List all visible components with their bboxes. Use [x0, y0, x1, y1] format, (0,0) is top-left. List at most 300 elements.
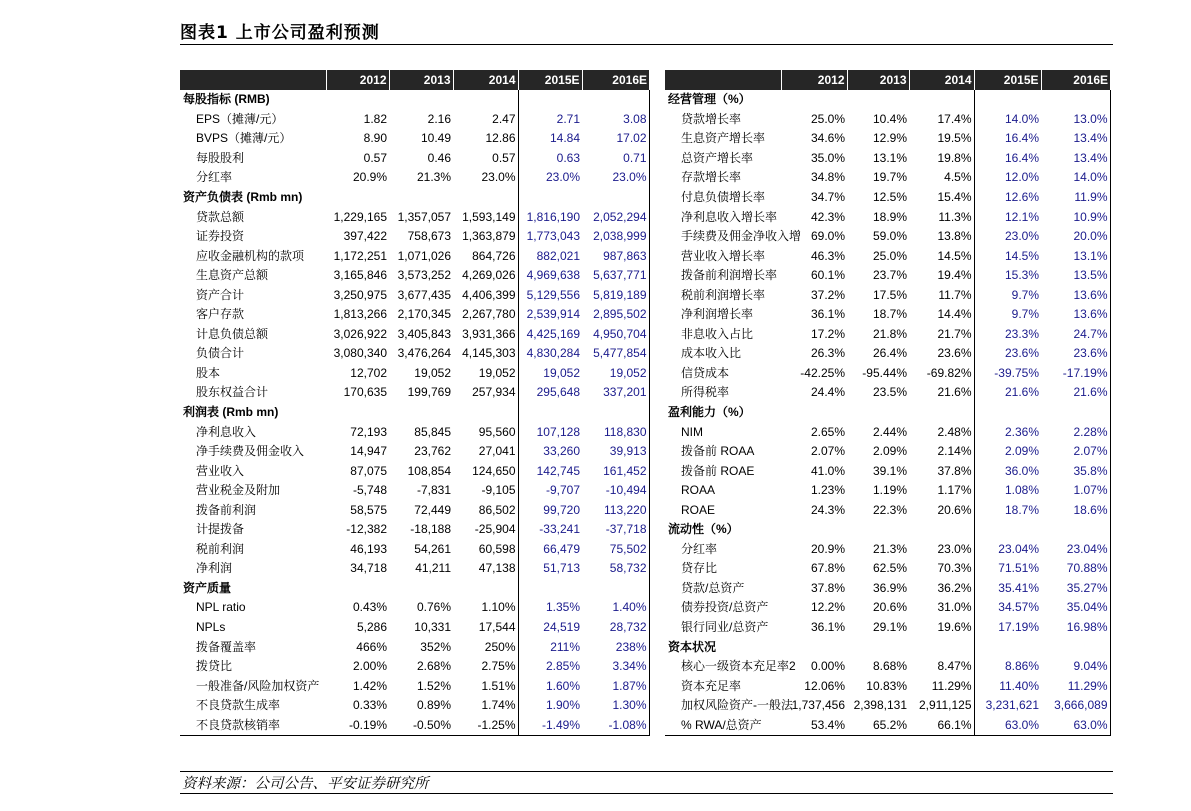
- forecast-value-cell: 1.90%: [545, 698, 580, 713]
- forecast-value-cell: 1.08%: [1004, 483, 1039, 498]
- forecast-value-cell: 9.7%: [1011, 307, 1039, 322]
- table-row: [180, 168, 649, 188]
- row-label: 拨贷比: [196, 659, 233, 674]
- actual-value-cell: 47,138: [453, 559, 518, 579]
- table-row: [180, 364, 649, 384]
- actual-value-cell: 14.4%: [909, 305, 974, 325]
- table-row: [665, 325, 1110, 345]
- forecast-value-cell: 21.6%: [1041, 383, 1110, 403]
- forecast-value-cell: 238%: [582, 637, 649, 657]
- table-row: [180, 637, 649, 657]
- row-label: 信贷成本: [681, 365, 730, 380]
- row-label: 营业税金及附加: [196, 483, 281, 498]
- forecast-value-cell: 23.04%: [998, 541, 1039, 556]
- actual-value-cell: -0.50%: [389, 716, 453, 736]
- row-label: 一般准备/风险加权资产: [196, 678, 320, 693]
- actual-value-cell: 58,575: [350, 502, 387, 517]
- table-row: [180, 227, 649, 247]
- forecast-value-cell: 23.04%: [1041, 540, 1110, 560]
- row-label: 债券投资/总资产: [681, 600, 769, 615]
- row-label: 净利润增长率: [681, 307, 754, 322]
- actual-value-cell: 42.3%: [810, 209, 845, 224]
- actual-value-cell: 10.4%: [872, 111, 907, 126]
- actual-value-cell: 17.4%: [909, 110, 974, 130]
- actual-value-cell: 18.9%: [872, 209, 907, 224]
- year-header: 2016E: [582, 70, 649, 90]
- table-row: [180, 129, 649, 149]
- actual-value-cell: 17,544: [453, 618, 518, 638]
- actual-value-cell: 19.5%: [909, 129, 974, 149]
- actual-value-cell: 24.4%: [810, 385, 845, 400]
- actual-value-cell: 37.8%: [810, 580, 845, 595]
- right-header-row: [665, 70, 1110, 90]
- forecast-value-cell: 107,128: [536, 424, 580, 439]
- actual-value-cell: 23.0%: [909, 540, 974, 560]
- table-row: [665, 285, 1110, 305]
- actual-value-cell: 34.6%: [810, 131, 845, 146]
- actual-value-cell: 36.9%: [872, 580, 907, 595]
- section-title: 利润表 (Rmb mn): [183, 405, 279, 420]
- actual-value-cell: 0.57: [453, 149, 518, 169]
- actual-value-cell: 2.44%: [872, 424, 907, 439]
- actual-value-cell: [847, 637, 909, 657]
- forecast-value-cell: 19,052: [543, 365, 580, 380]
- actual-value-cell: 0.76%: [416, 600, 451, 615]
- actual-value-cell: 0.57: [363, 150, 387, 165]
- actual-value-cell: [847, 520, 909, 540]
- actual-value-cell: 41.0%: [810, 463, 845, 478]
- actual-value-cell: 66.1%: [909, 716, 974, 736]
- forecast-value-cell: 66,479: [543, 541, 580, 556]
- forecast-value-cell: 1,816,190: [526, 209, 580, 224]
- section-header-row: [665, 90, 1110, 110]
- forecast-value-cell: [974, 90, 1041, 110]
- actual-value-cell: 11.3%: [909, 207, 974, 227]
- actual-value-cell: 0.46: [427, 150, 451, 165]
- forecast-value-cell: 16.4%: [1004, 131, 1039, 146]
- table-row: [180, 676, 649, 696]
- header-label-cell: [180, 70, 326, 90]
- forecast-value-cell: 1.07%: [1041, 481, 1110, 501]
- actual-value-cell: 25.0%: [810, 111, 845, 126]
- year-header: 2012: [781, 70, 847, 90]
- row-label: 总资产增长率: [681, 150, 754, 165]
- table-row: [665, 110, 1110, 130]
- actual-value-cell: 86,502: [453, 500, 518, 520]
- row-label: 资产合计: [196, 287, 245, 302]
- forecast-value-cell: 8.86%: [1004, 659, 1039, 674]
- actual-value-cell: [847, 403, 909, 423]
- table-row: [665, 442, 1110, 462]
- actual-value-cell: 397,422: [343, 229, 387, 244]
- forecast-value-cell: 35.41%: [998, 580, 1039, 595]
- table-row: [180, 559, 649, 579]
- row-label: 拨备前利润: [196, 502, 257, 517]
- row-label: 成本收入比: [681, 346, 742, 361]
- actual-value-cell: 26.3%: [810, 346, 845, 361]
- row-label: 贷款增长率: [681, 111, 742, 126]
- actual-value-cell: 23.5%: [872, 385, 907, 400]
- actual-value-cell: 36.1%: [810, 620, 845, 635]
- actual-value-cell: 0.43%: [352, 600, 387, 615]
- table-row: [665, 344, 1110, 364]
- row-label: % RWA/总资产: [665, 716, 781, 736]
- forecast-value-cell: 12.0%: [1004, 170, 1039, 185]
- table-row: [665, 696, 1110, 716]
- actual-value-cell: 20.6%: [909, 500, 974, 520]
- actual-value-cell: 8.47%: [909, 657, 974, 677]
- forecast-value-cell: 2.71: [556, 111, 580, 126]
- actual-value-cell: 1.82: [363, 111, 387, 126]
- row-label: 手续费及佣金净收入增: [681, 229, 802, 244]
- forecast-value-cell: 18.6%: [1041, 500, 1110, 520]
- forecast-value-cell: 5,637,771: [582, 266, 649, 286]
- actual-value-cell: -95.44%: [862, 365, 907, 380]
- actual-value-cell: 1.10%: [453, 598, 518, 618]
- actual-value-cell: 1.23%: [810, 483, 845, 498]
- row-label: BVPS（摊薄/元）: [196, 131, 292, 146]
- actual-value-cell: 27,041: [453, 442, 518, 462]
- actual-value-cell: 12,702: [350, 365, 387, 380]
- actual-value-cell: 1,737,456: [791, 698, 845, 713]
- actual-value-cell: 1,357,057: [397, 209, 451, 224]
- actual-value-cell: 95,560: [453, 422, 518, 442]
- actual-value-cell: 250%: [453, 637, 518, 657]
- row-label: 净手续费及佣金收入: [196, 444, 305, 459]
- actual-value-cell: 1.42%: [352, 678, 387, 693]
- forecast-value-cell: [1041, 520, 1110, 540]
- forecast-value-cell: 70.88%: [1041, 559, 1110, 579]
- actual-value-cell: 67.8%: [810, 561, 845, 576]
- footer-rule-bottom: [180, 793, 1113, 794]
- forecast-value-cell: 2,052,294: [582, 207, 649, 227]
- section-header-row: [180, 90, 649, 110]
- table-row: [180, 383, 649, 403]
- forecast-value-cell: 17.19%: [998, 620, 1039, 635]
- actual-value-cell: 2.09%: [872, 444, 907, 459]
- row-label: 应收金融机构的款项: [196, 248, 305, 263]
- actual-value-cell: 21.6%: [909, 383, 974, 403]
- forecast-value-cell: 51,713: [543, 561, 580, 576]
- forecast-value-cell: 161,452: [582, 461, 649, 481]
- actual-value-cell: 46,193: [350, 541, 387, 556]
- row-label: 不良贷款生成率: [196, 698, 281, 713]
- actual-value-cell: [389, 579, 453, 599]
- actual-value-cell: 11.7%: [909, 285, 974, 305]
- actual-value-cell: [453, 579, 518, 599]
- section-title: 资产负债表 (Rmb mn): [183, 190, 303, 204]
- table-row: [665, 188, 1110, 208]
- actual-value-cell: 69.0%: [810, 229, 845, 244]
- forecast-value-cell: [518, 90, 582, 110]
- actual-value-cell: 13.1%: [872, 150, 907, 165]
- table-row: [180, 285, 649, 305]
- actual-value-cell: 24.3%: [810, 502, 845, 517]
- actual-value-cell: 124,650: [453, 461, 518, 481]
- row-label: NPL ratio: [196, 600, 246, 615]
- row-label: 营业收入: [196, 463, 245, 478]
- forecast-value-cell: 11.9%: [1041, 188, 1110, 208]
- table-row: [180, 266, 649, 286]
- row-label: EPS（摊薄/元）: [196, 111, 284, 126]
- forecast-value-cell: 71.51%: [998, 561, 1039, 576]
- row-label: 营业收入增长率: [681, 248, 766, 263]
- row-label: 净利润: [196, 561, 233, 576]
- right-forecast-table: [665, 70, 1111, 736]
- forecast-value-cell: 16.98%: [1041, 618, 1110, 638]
- forecast-value-cell: 35.04%: [1041, 598, 1110, 618]
- actual-value-cell: 19,052: [453, 364, 518, 384]
- forecast-value-cell: -39.75%: [994, 365, 1039, 380]
- row-label: 贷款/总资产: [681, 580, 745, 595]
- table-row: [665, 618, 1110, 638]
- actual-value-cell: 1,813,266: [333, 307, 387, 322]
- actual-value-cell: 19.6%: [909, 618, 974, 638]
- actual-value-cell: -69.82%: [909, 364, 974, 384]
- actual-value-cell: 257,934: [453, 383, 518, 403]
- forecast-value-cell: [582, 579, 649, 599]
- row-label: 净利息收入: [196, 424, 257, 439]
- table-row: [665, 461, 1110, 481]
- row-label: 分红率: [681, 541, 718, 556]
- actual-value-cell: 1,363,879: [453, 227, 518, 247]
- actual-value-cell: [909, 637, 974, 657]
- actual-value-cell: [847, 90, 909, 110]
- actual-value-cell: 12.06%: [804, 678, 845, 693]
- actual-value-cell: 72,449: [414, 502, 451, 517]
- actual-value-cell: 41,211: [415, 561, 451, 576]
- forecast-value-cell: 58,732: [582, 559, 649, 579]
- table-row: [665, 657, 1110, 677]
- actual-value-cell: 3,476,264: [397, 346, 451, 361]
- actual-value-cell: 17.5%: [872, 287, 907, 302]
- actual-value-cell: 20.6%: [872, 600, 907, 615]
- forecast-value-cell: [582, 188, 649, 208]
- forecast-value-cell: 24,519: [543, 620, 580, 635]
- forecast-value-cell: 113,220: [582, 500, 649, 520]
- row-label: 生息资产增长率: [681, 131, 766, 146]
- actual-value-cell: [909, 90, 974, 110]
- actual-value-cell: 4,406,399: [453, 285, 518, 305]
- table-row: [180, 110, 649, 130]
- actual-value-cell: 62.5%: [872, 561, 907, 576]
- table-row: [180, 325, 649, 345]
- forecast-value-cell: 295,648: [536, 385, 580, 400]
- actual-value-cell: 36.1%: [810, 307, 845, 322]
- actual-value-cell: 864,726: [453, 246, 518, 266]
- forecast-value-cell: 12.6%: [1004, 190, 1039, 204]
- row-label: 证券投资: [196, 229, 245, 244]
- actual-value-cell: 13.8%: [909, 227, 974, 247]
- forecast-value-cell: 2,539,914: [526, 307, 580, 322]
- forecast-value-cell: 5,819,189: [582, 285, 649, 305]
- forecast-value-cell: [974, 637, 1041, 657]
- forecast-value-cell: 2.28%: [1041, 422, 1110, 442]
- actual-value-cell: 34.8%: [810, 170, 845, 185]
- table-row: [665, 422, 1110, 442]
- forecast-value-cell: 4,969,638: [526, 268, 580, 283]
- forecast-value-cell: 16.4%: [1004, 150, 1039, 165]
- row-label: 计息负债总额: [196, 326, 269, 341]
- forecast-value-cell: 13.1%: [1041, 246, 1110, 266]
- actual-value-cell: 53.4%: [781, 716, 847, 736]
- forecast-value-cell: 211%: [550, 639, 580, 654]
- row-label: 贷款总额: [196, 209, 245, 224]
- forecast-value-cell: [582, 403, 649, 423]
- table-row: [665, 364, 1110, 384]
- forecast-value-cell: 13.6%: [1041, 305, 1110, 325]
- forecast-value-cell: 23.0%: [582, 168, 649, 188]
- forecast-value-cell: 987,863: [582, 246, 649, 266]
- actual-value-cell: 2,911,125: [909, 696, 974, 716]
- table-row: [665, 168, 1110, 188]
- actual-value-cell: 12.5%: [872, 190, 907, 204]
- row-label: 税前利润: [196, 541, 245, 556]
- actual-value-cell: -7,831: [416, 483, 451, 498]
- row-label: 拨备前 ROAA: [681, 444, 755, 459]
- actual-value-cell: 20.9%: [810, 541, 845, 556]
- row-label: NPLs: [196, 620, 226, 635]
- row-label: 生息资产总额: [196, 268, 269, 283]
- section-header-row: [665, 520, 1110, 540]
- actual-value-cell: 2,398,131: [853, 698, 907, 713]
- forecast-value-cell: [974, 520, 1041, 540]
- row-label: 每股股利: [196, 150, 245, 165]
- forecast-value-cell: 13.0%: [1041, 110, 1110, 130]
- table-row: [665, 227, 1110, 247]
- actual-value-cell: 758,673: [407, 229, 451, 244]
- actual-value-cell: 31.0%: [909, 598, 974, 618]
- row-label: 存款增长率: [681, 170, 742, 185]
- row-label: 净利息收入增长率: [681, 209, 778, 224]
- actual-value-cell: 85,845: [414, 424, 451, 439]
- table-row: [180, 618, 649, 638]
- forecast-value-cell: [518, 403, 582, 423]
- forecast-value-cell: 142,745: [536, 463, 580, 478]
- actual-value-cell: 1.51%: [453, 676, 518, 696]
- actual-value-cell: 2.07%: [810, 444, 845, 459]
- actual-value-cell: 19,052: [414, 365, 451, 380]
- table-row: [180, 207, 649, 227]
- row-label: ROAE: [681, 502, 716, 517]
- left-header-row: [180, 70, 649, 90]
- actual-value-cell: 8.90: [363, 131, 387, 146]
- table-row: [180, 598, 649, 618]
- actual-value-cell: 2.16: [427, 111, 451, 126]
- row-label: 贷存比: [681, 561, 718, 576]
- actual-value-cell: 46.3%: [810, 248, 845, 263]
- actual-value-cell: [453, 90, 518, 110]
- forecast-value-cell: 34.57%: [998, 600, 1039, 615]
- actual-value-cell: 3,677,435: [397, 287, 451, 302]
- actual-value-cell: 2.00%: [352, 659, 387, 674]
- year-header: 2013: [389, 70, 453, 90]
- table-row: [665, 149, 1110, 169]
- actual-value-cell: 17.2%: [810, 326, 845, 341]
- page-title: 图表1 上市公司盈利预测: [180, 23, 380, 43]
- actual-value-cell: 0.33%: [352, 698, 387, 713]
- actual-value-cell: 23.0%: [453, 168, 518, 188]
- actual-value-cell: 2,170,345: [397, 307, 451, 322]
- year-header: 2015E: [518, 70, 582, 90]
- forecast-value-cell: 9.04%: [1041, 657, 1110, 677]
- table-row: [665, 266, 1110, 286]
- actual-value-cell: -42.25%: [800, 365, 845, 380]
- actual-value-cell: 3,405,843: [397, 326, 451, 341]
- actual-value-cell: [326, 90, 389, 110]
- actual-value-cell: 170,635: [343, 385, 387, 400]
- forecast-value-cell: 63.0%: [1041, 716, 1110, 736]
- forecast-value-cell: 21.6%: [1004, 385, 1039, 400]
- table-row: [180, 657, 649, 677]
- actual-value-cell: -25,904: [453, 520, 518, 540]
- actual-value-cell: 1,172,251: [333, 248, 387, 263]
- forecast-value-cell: 35.8%: [1041, 461, 1110, 481]
- forecast-value-cell: 75,502: [582, 540, 649, 560]
- row-label: 资本充足率: [681, 678, 742, 693]
- forecast-value-cell: 23.3%: [1004, 326, 1039, 341]
- table-row: [180, 696, 649, 716]
- forecast-value-cell: 14.84: [549, 131, 580, 146]
- forecast-value-cell: -9,707: [545, 483, 580, 498]
- table-row: [180, 246, 649, 266]
- section-header-row: [180, 579, 649, 599]
- year-header: 2013: [847, 70, 909, 90]
- table-row: [180, 422, 649, 442]
- actual-value-cell: 199,769: [407, 385, 451, 400]
- actual-value-cell: 1.52%: [416, 678, 451, 693]
- forecast-value-cell: 1.30%: [582, 696, 649, 716]
- forecast-value-cell: 5,477,854: [582, 344, 649, 364]
- actual-value-cell: [781, 520, 847, 540]
- forecast-value-cell: [518, 188, 582, 208]
- forecast-value-cell: 1.40%: [582, 598, 649, 618]
- actual-value-cell: 3,250,975: [333, 287, 387, 302]
- section-title: 盈利能力（%）: [668, 405, 751, 420]
- actual-value-cell: 2.65%: [810, 424, 845, 439]
- forecast-value-cell: 3,666,089: [1041, 696, 1110, 716]
- forecast-value-cell: 2,895,502: [582, 305, 649, 325]
- forecast-value-cell: 13.4%: [1041, 149, 1110, 169]
- actual-value-cell: 37.2%: [810, 287, 845, 302]
- actual-value-cell: 1,593,149: [453, 207, 518, 227]
- actual-value-cell: 8.68%: [872, 659, 907, 674]
- actual-value-cell: 2,267,780: [453, 305, 518, 325]
- forecast-value-cell: 33,260: [543, 444, 580, 459]
- actual-value-cell: -9,105: [453, 481, 518, 501]
- actual-value-cell: 72,193: [350, 424, 387, 439]
- row-label: 客户存款: [196, 307, 245, 322]
- actual-value-cell: 10,331: [414, 620, 451, 635]
- forecast-value-cell: 14.0%: [1041, 168, 1110, 188]
- forecast-value-cell: 2.09%: [1004, 444, 1039, 459]
- forecast-value-cell: [974, 403, 1041, 423]
- actual-value-cell: 70.3%: [909, 559, 974, 579]
- actual-value-cell: 14,947: [350, 444, 387, 459]
- actual-value-cell: 23.6%: [909, 344, 974, 364]
- actual-value-cell: 4,269,026: [453, 266, 518, 286]
- forecast-value-cell: 15.3%: [1004, 268, 1039, 283]
- actual-value-cell: 20.9%: [352, 170, 387, 185]
- forecast-value-cell: 36.0%: [1004, 463, 1039, 478]
- forecast-value-cell: 10.9%: [1041, 207, 1110, 227]
- actual-value-cell: 1,229,165: [333, 209, 387, 224]
- actual-value-cell: [326, 188, 389, 208]
- forecast-value-cell: 2,038,999: [582, 227, 649, 247]
- table-row: [180, 344, 649, 364]
- forecast-value-cell: -1.08%: [582, 716, 649, 736]
- section-title: 每股指标 (RMB): [183, 92, 270, 107]
